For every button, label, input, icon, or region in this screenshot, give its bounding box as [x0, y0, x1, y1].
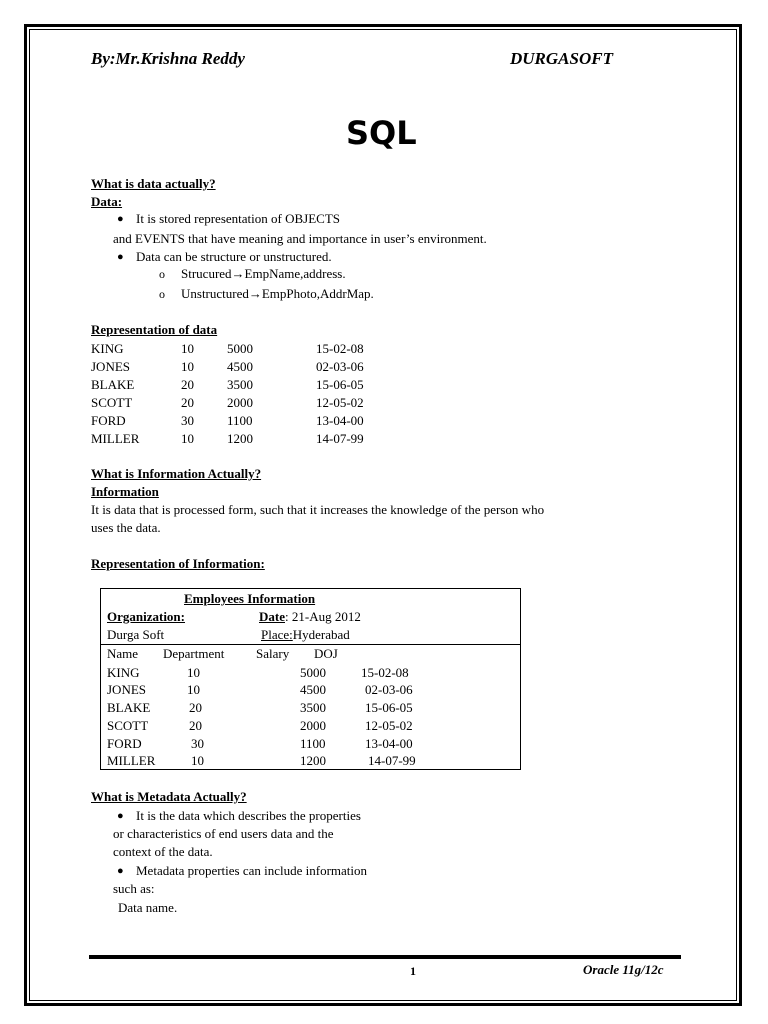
table-cell: 20	[181, 395, 194, 410]
column-header: Salary	[256, 646, 290, 661]
info-cell: SCOTT	[107, 718, 149, 733]
info-cell: 20	[189, 718, 202, 733]
info-cell: 15-02-08	[361, 665, 409, 680]
place-value: Hyderabad	[292, 627, 350, 642]
info-cell: MILLER	[107, 753, 156, 768]
bullet-icon: ●	[117, 213, 124, 225]
table-cell: 13-04-00	[316, 413, 364, 428]
info-cell: 1200	[300, 753, 326, 768]
table-cell: 1100	[227, 413, 253, 428]
table-cell: 1200	[227, 431, 253, 446]
place-label: Place:	[261, 627, 293, 642]
place-field	[261, 627, 350, 643]
info-cell: 4500	[300, 682, 326, 697]
info-cell: 14-07-99	[368, 753, 416, 768]
info-cell: 13-04-00	[365, 736, 413, 751]
table-cell: 15-06-05	[316, 377, 364, 392]
meta-bullet2-line1: Metadata properties can include information	[136, 863, 368, 878]
org-label: Organization:	[107, 609, 185, 624]
data-question-heading: What is data actually?	[91, 176, 216, 191]
info-cell: 10	[191, 753, 204, 768]
date-value: : 21-Aug 2012	[285, 609, 361, 624]
meta-question-heading: What is Metadata Actually?	[91, 789, 247, 804]
data-sub2: Unstructured→EmpPhoto,AddrMap.	[181, 286, 374, 301]
meta-bullet2-line2: such as:	[113, 881, 155, 896]
data-bullet1-line2: and EVENTS that have meaning and importance in user’s environment.	[113, 231, 487, 246]
info-cell: 10	[187, 665, 200, 680]
info-line2: uses the data.	[91, 520, 161, 535]
bullet-icon: ●	[117, 251, 124, 263]
data-bullet1-line1: It is stored representation of OBJECTS	[136, 211, 340, 226]
circle-bullet-icon: o	[159, 267, 165, 281]
info-box-divider	[100, 644, 521, 645]
footer-rule	[89, 955, 681, 959]
footer-course: Oracle 11g/12c	[583, 962, 664, 977]
info-cell: BLAKE	[107, 700, 151, 715]
data-bullet2: Data can be structure or unstructured.	[136, 249, 332, 264]
repr-data-heading: Representation of data	[91, 322, 218, 337]
data-sub1: Strucured→EmpName,address.	[181, 266, 346, 281]
org-value: Durga Soft	[107, 627, 165, 642]
table-cell: 10	[181, 359, 194, 374]
column-header: DOJ	[314, 646, 338, 661]
data-label: Data:	[91, 194, 123, 209]
info-cell: 12-05-02	[365, 718, 413, 733]
table-cell: 10	[181, 431, 194, 446]
meta-bullet2-line3: Data name.	[118, 900, 178, 915]
info-cell: 20	[189, 700, 202, 715]
meta-bullet1-line1: It is the data which describes the properties	[136, 808, 361, 823]
table-cell: MILLER	[91, 431, 140, 446]
page-number: 1	[410, 964, 416, 978]
info-cell: 3500	[300, 700, 326, 715]
table-cell: 14-07-99	[316, 431, 364, 446]
table-cell: 20	[181, 377, 194, 392]
info-cell: JONES	[107, 682, 147, 697]
info-label: Information	[91, 484, 159, 499]
page-title: SQL	[346, 114, 417, 152]
info-cell: 02-03-06	[365, 682, 413, 697]
info-cell: 10	[187, 682, 200, 697]
table-cell: 30	[181, 413, 194, 428]
column-header: Name	[107, 646, 139, 661]
info-question-heading: What is Information Actually?	[91, 466, 262, 481]
info-cell: FORD	[107, 736, 142, 751]
info-cell: 5000	[300, 665, 326, 680]
info-cell: 1100	[300, 736, 326, 751]
table-cell: JONES	[91, 359, 131, 374]
meta-bullet1-line2: or characteristics of end users data and the	[113, 826, 334, 841]
table-cell: 15-02-08	[316, 341, 364, 356]
info-line1: It is data that is processed form, such that it increases the knowledge of the person who	[91, 502, 545, 517]
table-cell: FORD	[91, 413, 126, 428]
column-header: Department	[163, 646, 225, 661]
date-field	[259, 609, 361, 625]
bullet-icon: ●	[117, 865, 124, 877]
table-cell: 4500	[227, 359, 253, 374]
info-cell: 2000	[300, 718, 326, 733]
table-cell: 10	[181, 341, 194, 356]
table-cell: 3500	[227, 377, 253, 392]
meta-bullet1-line3: context of the data.	[113, 844, 213, 859]
company-header: DURGASOFT	[510, 49, 613, 68]
table-cell: BLAKE	[91, 377, 135, 392]
bullet-icon: ●	[117, 810, 124, 822]
table-cell: 5000	[227, 341, 253, 356]
date-label: Date	[259, 609, 285, 624]
circle-bullet-icon: o	[159, 287, 165, 301]
info-cell: 15-06-05	[365, 700, 413, 715]
table-cell: 02-03-06	[316, 359, 364, 374]
table-cell: SCOTT	[91, 395, 133, 410]
table-cell: 12-05-02	[316, 395, 364, 410]
table-cell: KING	[91, 341, 124, 356]
table-cell: 2000	[227, 395, 253, 410]
repr-info-heading: Representation of Information:	[91, 556, 265, 571]
author-header: By:Mr.Krishna Reddy	[91, 49, 245, 68]
info-cell: 30	[191, 736, 204, 751]
info-cell: KING	[107, 665, 140, 680]
box-title: Employees Information	[184, 591, 316, 606]
